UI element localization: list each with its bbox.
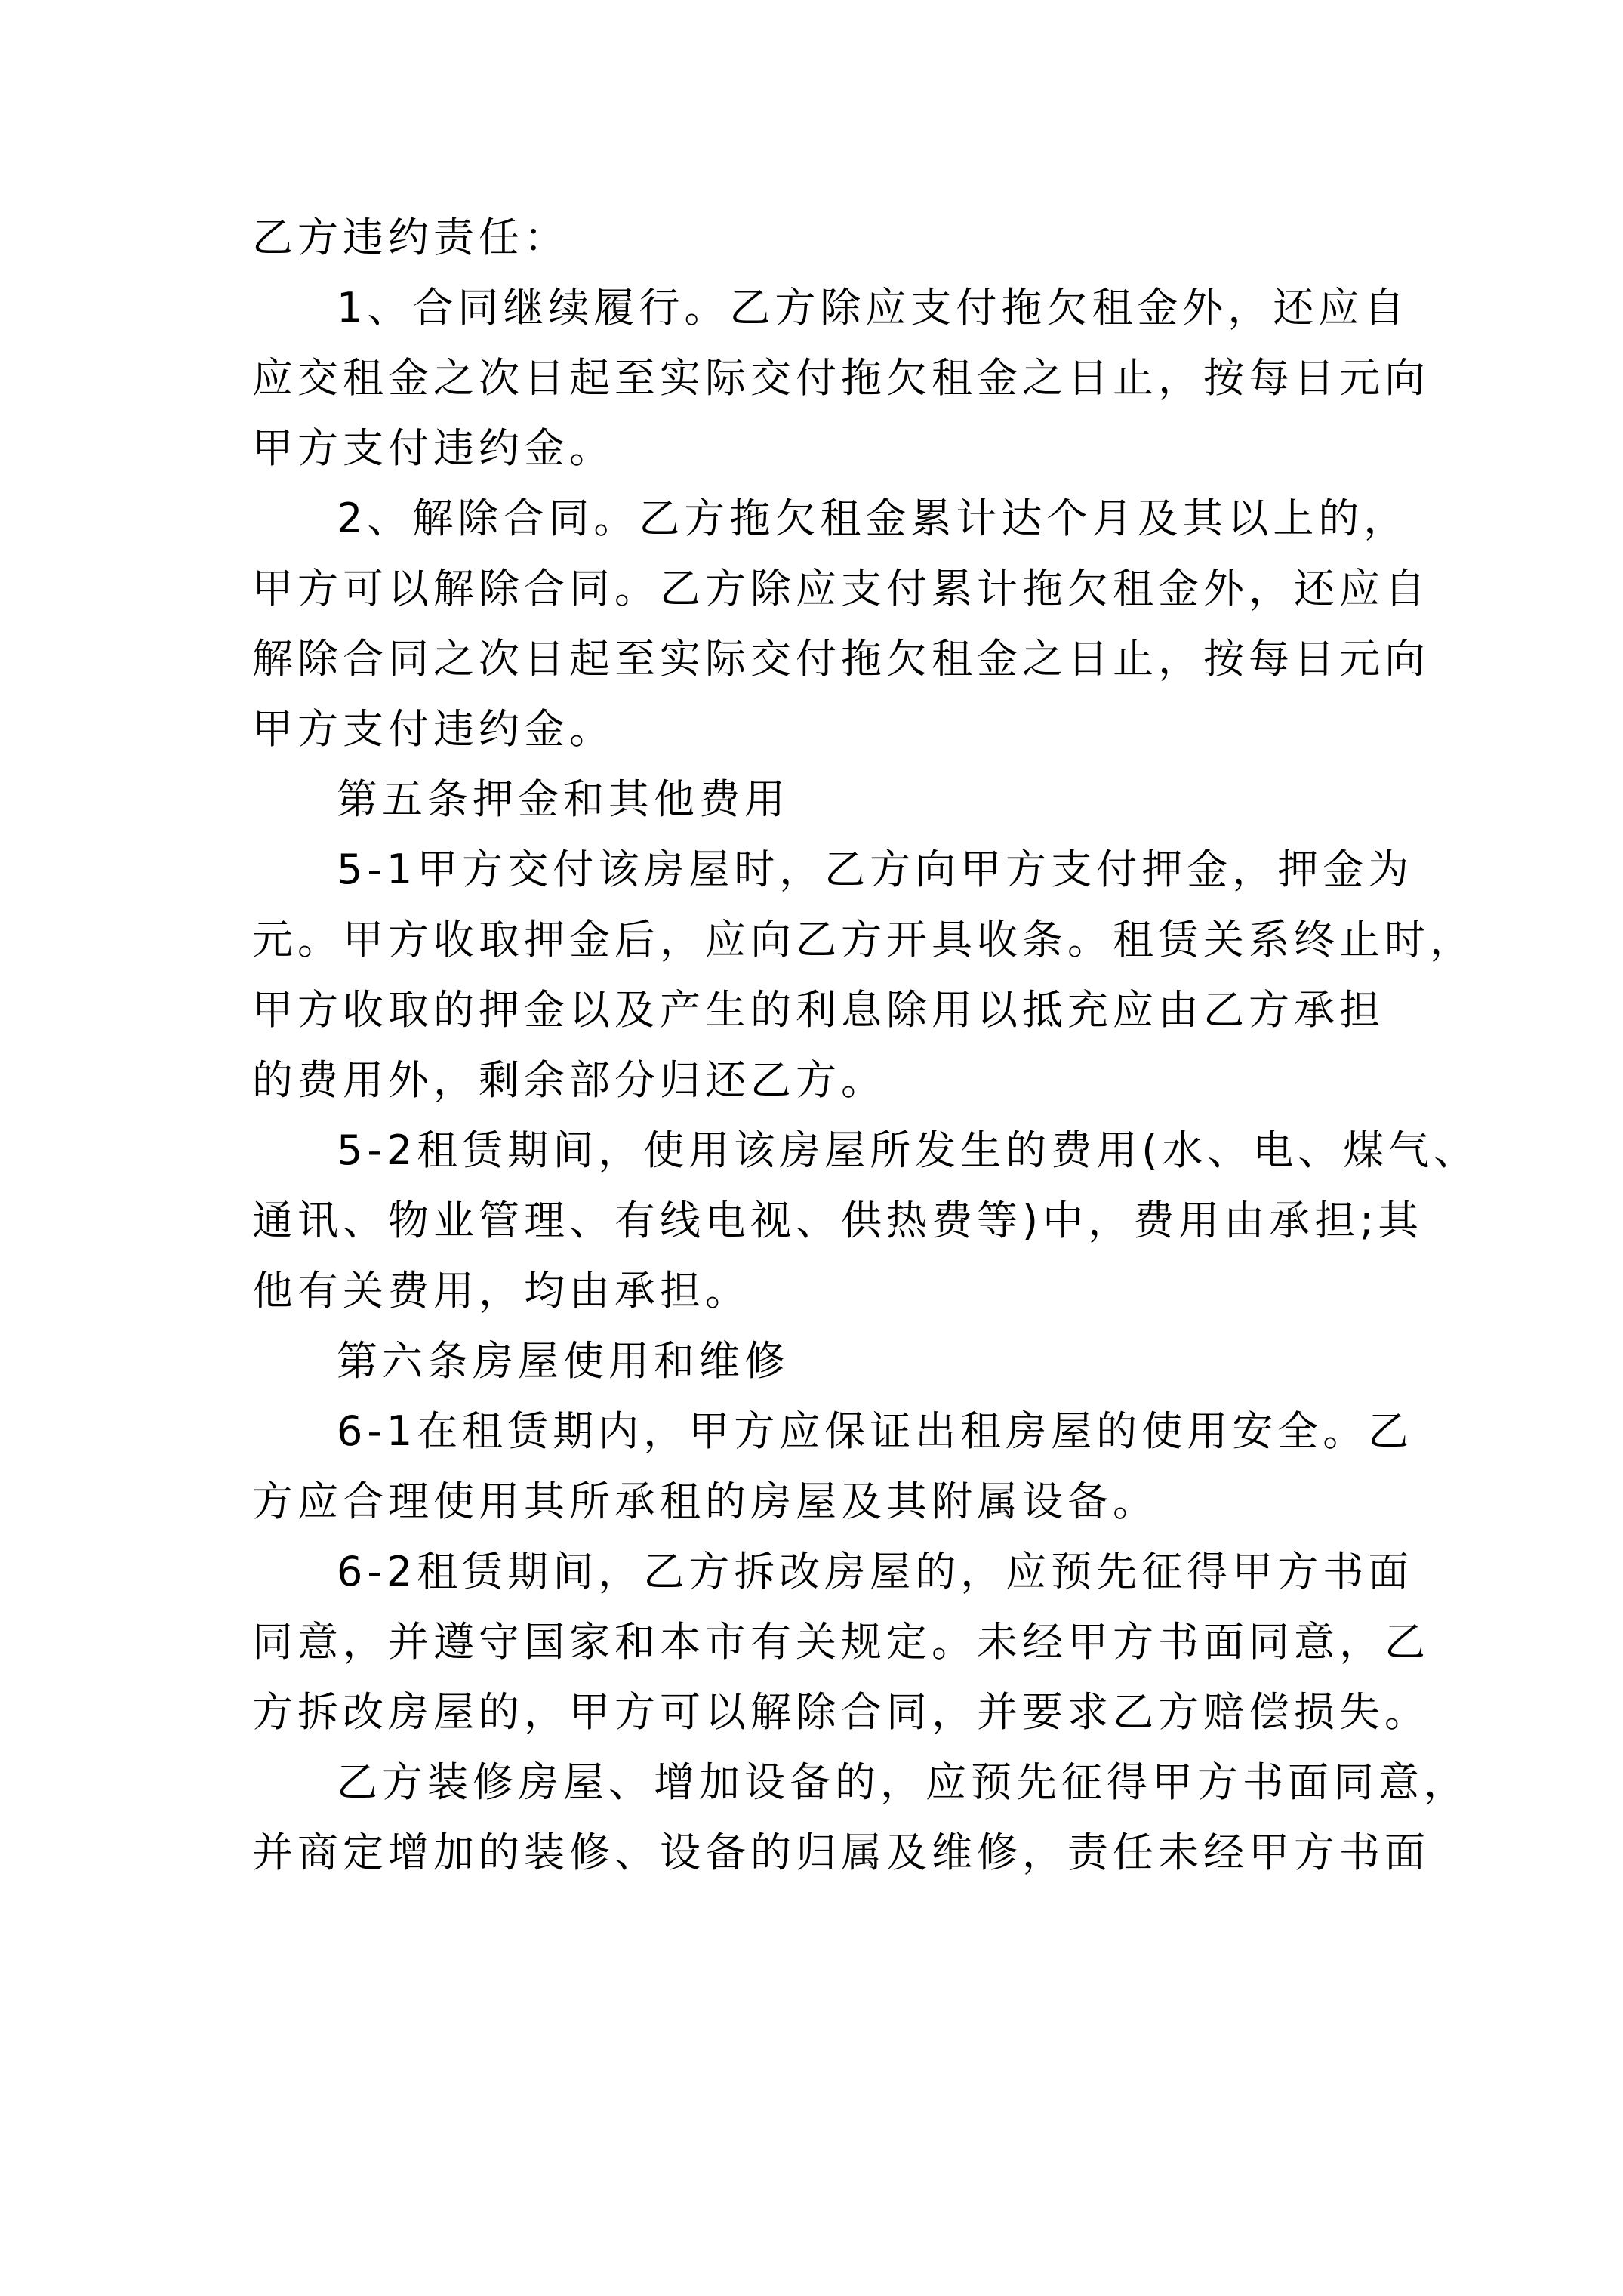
text-line: 他有关费用，均由承担。 (252, 1267, 750, 1314)
text-line: 通讯、物业管理、有线电视、供热费等)中，费用由承担;其 (252, 1197, 1424, 1244)
section-heading: 第六条房屋使用和维修 (337, 1337, 790, 1385)
text-line: 同意，并遵守国家和本市有关规定。未经甲方书面同意，乙 (252, 1618, 1430, 1666)
text-line: 解除合同之次日起至实际交付拖欠租金之日止，按每日元向 (252, 635, 1430, 683)
text-line: 甲方支付违约金。 (252, 705, 614, 753)
text-line: 甲方可以解除合同。乙方除应支付累计拖欠租金外，还应自 (252, 565, 1430, 612)
text-line: 乙方违约责任： (252, 214, 569, 261)
text-line: 2、解除合同。乙方拖欠租金累计达个月及其以上的， (337, 495, 1409, 542)
text-line: 5-2租赁期间，使用该房屋所发生的费用(水、电、煤气、 (337, 1126, 1480, 1174)
text-line: 1、合同继续履行。乙方除应支付拖欠租金外，还应自 (337, 284, 1409, 331)
text-line: 甲方支付违约金。 (252, 424, 614, 472)
text-line: 6-1在租赁期内，甲方应保证出租房屋的使用安全。乙 (337, 1407, 1414, 1455)
text-line: 的费用外，剩余部分归还乙方。 (252, 1056, 886, 1104)
text-line: 方拆改房屋的，甲方可以解除合同，并要求乙方赔偿损失。 (252, 1688, 1430, 1736)
text-line: 方应合理使用其所承租的房屋及其附属设备。 (252, 1478, 1158, 1525)
text-line: 并商定增加的装修、设备的归属及维修，责任未经甲方书面 (252, 1829, 1430, 1876)
text-line: 元。甲方收取押金后，应向乙方开具收条。租赁关系终止时， (252, 916, 1475, 963)
section-heading: 第五条押金和其他费用 (337, 775, 790, 823)
text-line: 甲方收取的押金以及产生的利息除用以抵充应由乙方承担 (252, 986, 1384, 1034)
text-line: 5-1甲方交付该房屋时，乙方向甲方支付押金，押金为 (337, 846, 1414, 893)
text-line: 6-2租赁期间，乙方拆改房屋的，应预先征得甲方书面 (337, 1548, 1414, 1595)
text-line: 乙方装修房屋、增加设备的，应预先征得甲方书面同意， (337, 1758, 1469, 1806)
text-line: 应交租金之次日起至实际交付拖欠租金之日止，按每日元向 (252, 354, 1430, 402)
document-body (252, 202, 1480, 1888)
